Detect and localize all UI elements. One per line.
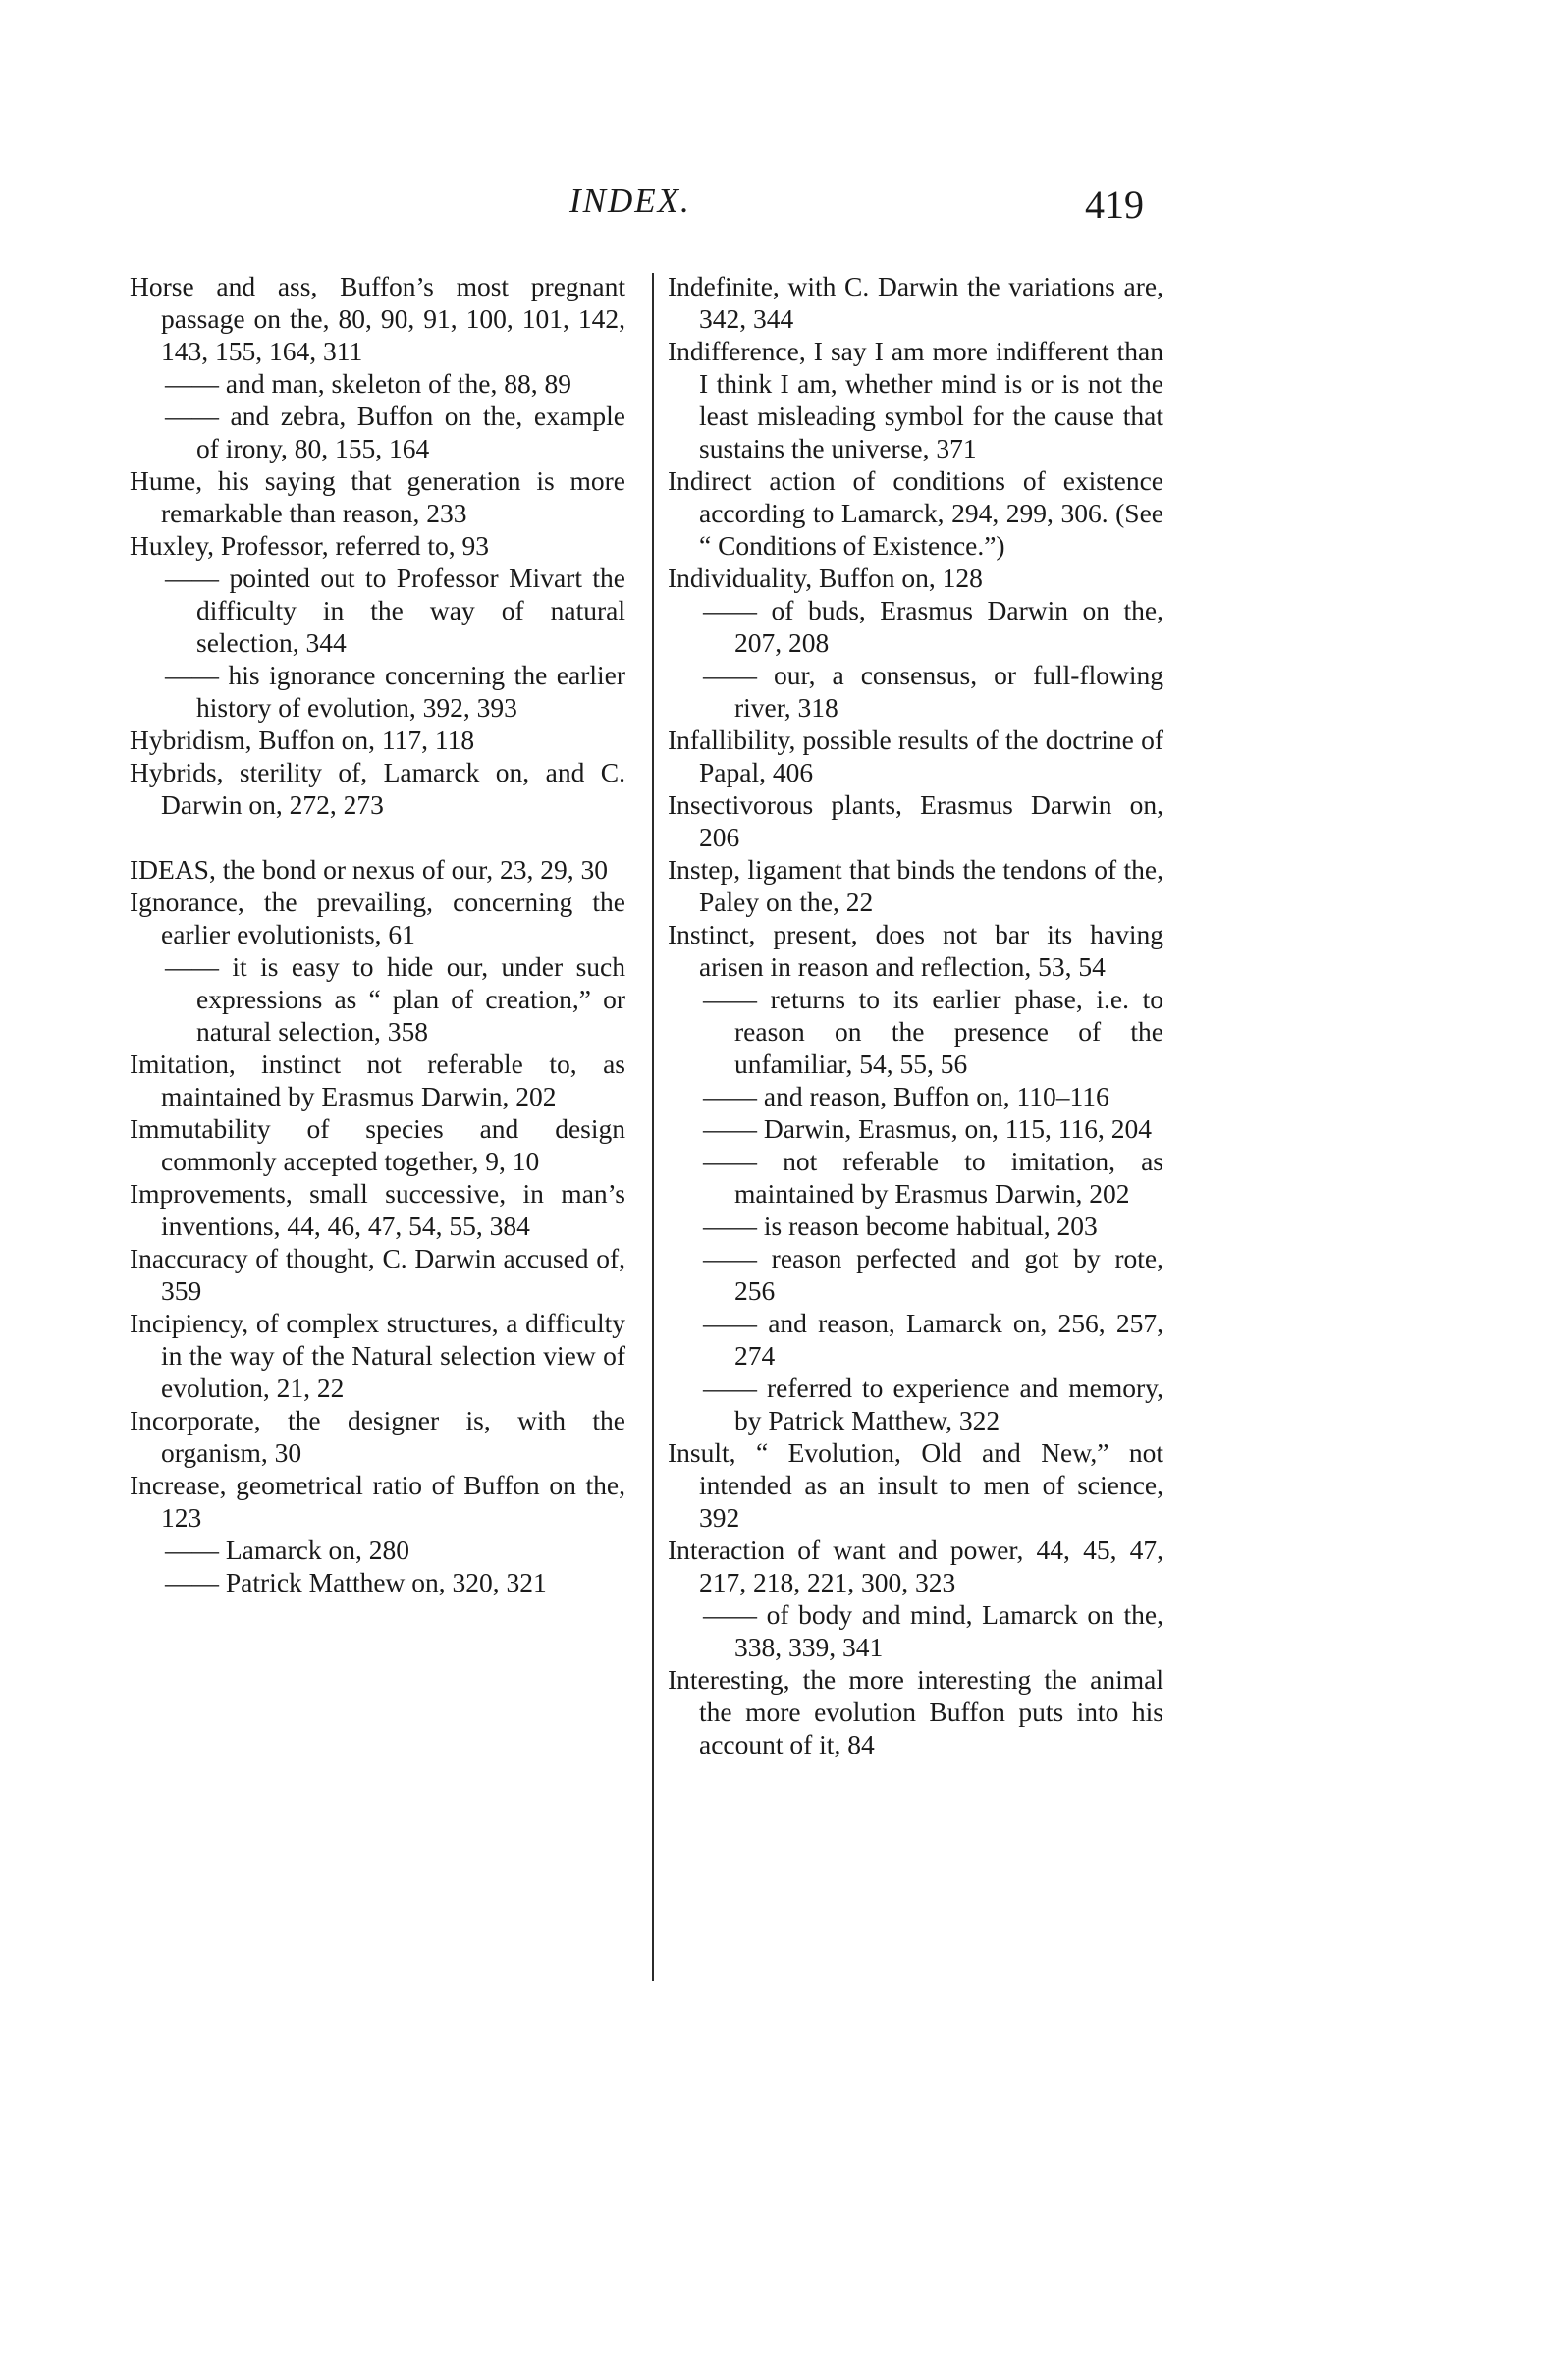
index-entry: Improvements, small successive, in man’s inventions, 44, 46, 47, 54, 55, 384 (130, 1178, 625, 1241)
index-entry: Inaccuracy of thought, C. Darwin accused of, 359 (130, 1243, 625, 1306)
index-subentry: —— pointed out to Professor Mivart the difficulty in the way of natural selection, 344 (165, 563, 625, 658)
index-entry: Indifference, I say I am more indifferent than I think I am, whether mind is or is not the least misleading symbol for the cause that sustains the universe, 371 (668, 336, 1163, 463)
index-entry: Incipiency, of complex structures, a difficulty in the way of the Natural selection view of evolution, 21, 22 (130, 1308, 625, 1403)
index-column-left (130, 270, 625, 1598)
index-subentry: —— referred to experience and memory, by Patrick Matthew, 322 (703, 1373, 1163, 1435)
index-subentry: —— Darwin, Erasmus, on, 115, 116, 204 (703, 1113, 1153, 1144)
index-subentry: —— and man, skeleton of the, 88, 89 (165, 368, 571, 399)
index-entry: Indirect action of conditions of existence according to Lamarck, 294, 299, 306. (See “ Conditions of Existence.”) (668, 465, 1163, 561)
index-entry: Interesting, the more interesting the animal the more evolution Buffon puts into his account of it, 84 (668, 1664, 1163, 1759)
page-number: 419 (1085, 183, 1144, 227)
index-entry: Hybridism, Buffon on, 117, 118 (130, 725, 475, 755)
index-entry: Increase, geometrical ratio of Buffon on the, 123 (130, 1470, 625, 1533)
index-subentry: —— Lamarck on, 280 (165, 1535, 409, 1565)
index-subentry: —— Patrick Matthew on, 320, 321 (165, 1567, 547, 1597)
index-entry: Individuality, Buffon on, 128 (668, 563, 983, 593)
index-subentry: —— and reason, Lamarck on, 256, 257, 274 (703, 1308, 1163, 1371)
index-subentry: —— of buds, Erasmus Darwin on the, 207, 208 (703, 595, 1163, 658)
index-entry: Instinct, present, does not bar its having arisen in reason and reflection, 53, 54 (668, 919, 1163, 982)
page-header (0, 182, 1568, 241)
index-column-right (668, 270, 1163, 1760)
running-title: INDEX. (569, 182, 691, 220)
index-subentry: —— and reason, Buffon on, 110–116 (703, 1081, 1109, 1111)
index-entry: Insectivorous plants, Erasmus Darwin on, 206 (668, 789, 1163, 852)
index-entry: Huxley, Professor, referred to, 93 (130, 530, 489, 561)
index-entry: Horse and ass, Buffon’s most pregnant passage on the, 80, 90, 91, 100, 101, 142, 143, 155, 164, 311 (130, 271, 625, 366)
index-entry: Hume, his saying that generation is more remarkable than reason, 233 (130, 465, 625, 528)
index-entry: Incorporate, the designer is, with the organism, 30 (130, 1405, 625, 1468)
index-subentry: —— and zebra, Buffon on the, example of irony, 80, 155, 164 (165, 401, 625, 463)
index-subentry: —— returns to its earlier phase, i.e. to reason on the presence of the unfamiliar, 54, 55, 56 (703, 984, 1163, 1079)
index-entry: Imitation, instinct not referable to, as maintained by Erasmus Darwin, 202 (130, 1049, 625, 1111)
index-entry: IDEAS, the bond or nexus of our, 23, 29, 30 (130, 854, 608, 885)
index-entry: Immutability of species and design commonly accepted together, 9, 10 (130, 1113, 625, 1176)
index-entry: Indefinite, with C. Darwin the variations are, 342, 344 (668, 271, 1163, 334)
index-subentry: —— is reason become habitual, 203 (703, 1211, 1098, 1241)
index-subentry: —— his ignorance concerning the earlier history of evolution, 392, 393 (165, 660, 625, 723)
index-subentry: —— not referable to imitation, as maintained by Erasmus Darwin, 202 (703, 1146, 1163, 1209)
index-entry: Ignorance, the prevailing, concerning the earlier evolutionists, 61 (130, 887, 625, 949)
index-entry: Instep, ligament that binds the tendons of the, Paley on the, 22 (668, 854, 1163, 917)
index-entry: Infallibility, possible results of the doctrine of Papal, 406 (668, 725, 1163, 787)
column-divider (652, 273, 654, 1981)
index-subentry: —— it is easy to hide our, under such expressions as “ plan of creation,” or natural selection, 358 (165, 951, 625, 1047)
index-entry: Interaction of want and power, 44, 45, 47, 217, 218, 221, 300, 323 (668, 1535, 1163, 1597)
index-entry: Hybrids, sterility of, Lamarck on, and C. Darwin on, 272, 273 (130, 757, 625, 820)
index-entry: Insult, “ Evolution, Old and New,” not intended as an insult to men of science, 392 (668, 1437, 1163, 1533)
index-subentry: —— reason perfected and got by rote, 256 (703, 1243, 1163, 1306)
index-subentry: —— of body and mind, Lamarck on the, 338, 339, 341 (703, 1599, 1163, 1662)
index-subentry: —— our, a consensus, or full-flowing river, 318 (703, 660, 1163, 723)
